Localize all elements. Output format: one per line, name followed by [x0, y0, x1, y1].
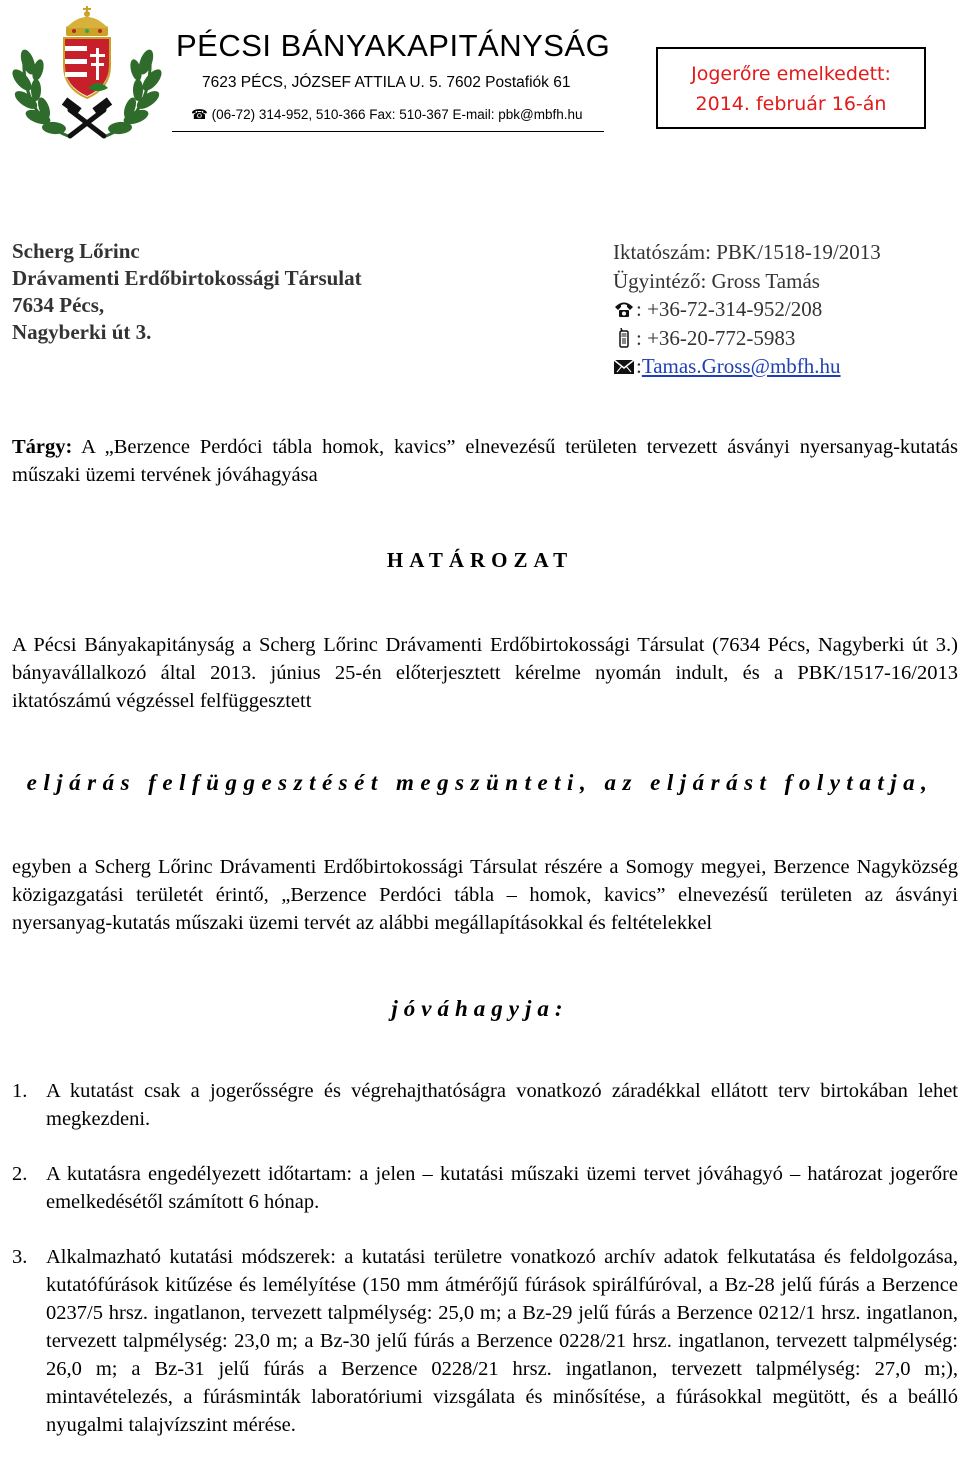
stamp-line-2: 2014. február 16-án — [695, 93, 887, 115]
case-officer: Ügyintéző: Gross Tamás — [613, 268, 820, 293]
approves-heading: jóváhagyja: — [391, 996, 569, 1021]
phone-number: : +36-72-314-952/208 — [636, 297, 823, 321]
condition-number: 2. — [12, 1163, 28, 1185]
addressee-block — [12, 238, 362, 346]
file-number: Iktatószám: PBK/1518-19/2013 — [613, 240, 881, 264]
approval-paragraph: egyben a Scherg Lőrinc Drávamenti Erdőbirtokossági Társulat részére a Somogy megyei, Berzence Nagyközség közigazgatási területét érintő, „Berzence Perdóci tábla – homok, kavics” elnevezésű területen az ásványi nyersanyag-kutatás műszaki üzemi tervét az alábbi megállapításokkal és feltételekkel — [12, 856, 958, 934]
condition-text: A kutatást csak a jogerősségre és végrehajthatóságra vonatkozó záradékkal ellátott terv birtokában lehet megkezdeni. — [46, 1080, 958, 1130]
subject-label: Tárgy: — [12, 436, 73, 458]
legal-force-stamp — [656, 47, 926, 129]
phone-icon — [613, 299, 635, 319]
condition-item — [12, 1077, 958, 1133]
email-link[interactable]: Tamas.Gross@mbfh.hu — [641, 354, 841, 378]
organization-address: 7623 PÉCS, JÓZSEF ATTILA U. 5. 7602 Postafiók 61 — [202, 74, 571, 91]
decision-heading: HATÁROZAT — [386, 548, 574, 572]
condition-item — [12, 1243, 958, 1439]
organization-contact-text: (06-72) 314-952, 510-366 Fax: 510-367 E-mail: pbk@mbfh.hu — [211, 107, 583, 122]
addressee-name: Scherg Lőrinc — [12, 239, 140, 263]
stamp-line-1: Jogerőre emelkedett: — [691, 63, 891, 85]
email-line — [613, 352, 881, 381]
email-prefix: : — [636, 354, 642, 378]
condition-number: 1. — [12, 1080, 28, 1102]
header-divider — [172, 131, 604, 132]
reference-block — [613, 238, 881, 381]
addressee-street: Nagyberki út 3. — [12, 320, 152, 344]
condition-text: A kutatásra engedélyezett időtartam: a jelen – kutatási műszaki üzemi tervet jóváhagyó – határozat jogerőre emelkedésétől számított 6 hónap. — [46, 1163, 958, 1213]
addressee-city: 7634 Pécs, — [12, 293, 105, 317]
subject-text: A „Berzence Perdóci tábla homok, kavics” elnevezésű területen tervezett ásványi nyersanyag-kutatás műszaki üzemi tervének jóváhagyása — [12, 436, 958, 486]
condition-item — [12, 1160, 958, 1216]
phone-line — [613, 295, 881, 324]
subject-paragraph — [12, 433, 958, 489]
condition-number: 3. — [12, 1246, 28, 1268]
phone-icon: ☎ — [191, 107, 208, 122]
mobile-phone-icon — [613, 328, 635, 348]
decision-intro: A Pécsi Bányakapitányság a Scherg Lőrinc Drávamenti Erdőbirtokossági Társulat (7634 Pécs, Nagyberki út 3.) bányavállalkozó által 2013. június 25-én előterjesztett kérelme nyomán indult, és a PBK/1517-16/2013 iktatószámú végzéssel felfüggesztett — [12, 634, 958, 712]
addressee-organization: Drávamenti Erdőbirtokossági Társulat — [12, 266, 362, 290]
coat-of-arms-logo — [8, 4, 166, 144]
envelope-icon — [613, 356, 635, 376]
mobile-line — [613, 324, 881, 353]
organization-contact — [191, 107, 583, 123]
mobile-number: : +36-20-772-5983 — [636, 325, 796, 350]
organization-name: PÉCSI BÁNYAKAPITÁNYSÁG — [176, 28, 611, 63]
decision-statement: eljárás felfüggesztését megszünteti, az eljárást folytatja, — [26, 770, 934, 795]
condition-text: Alkalmazható kutatási módszerek: a kutatási területre vonatkozó archív adatok felkutatása és feldolgozása, kutatófúrások kitűzése és lemélyítése (150 mm átmérőjű fúrások spirálfúróval, a Bz-28 jelű fúrás a Berzence 0237/5 hrsz. ingatlanon, tervezett talpmélység: 25,0 m; a Bz-29 jelű fúrás a Berzence 0212/1 hrsz. ingatlanon, tervezett talpmélység: 23,0 m; a Bz-30 jelű fúrás a Berzence 0228/21 hrsz. ingatlanon, tervezett talpmélység: 26,0 m; a Bz-31 jelű fúrás a Berzence 0228/21 hrsz. ingatlanon, tervezett talpmélység: 27,0 m;), mintavételezés, a fúrásminták laboratóriumi vizsgálata és minősítése, a fúrásokkal megütött, és a beálló nyugalmi talajvízszint mérése. — [46, 1246, 958, 1436]
